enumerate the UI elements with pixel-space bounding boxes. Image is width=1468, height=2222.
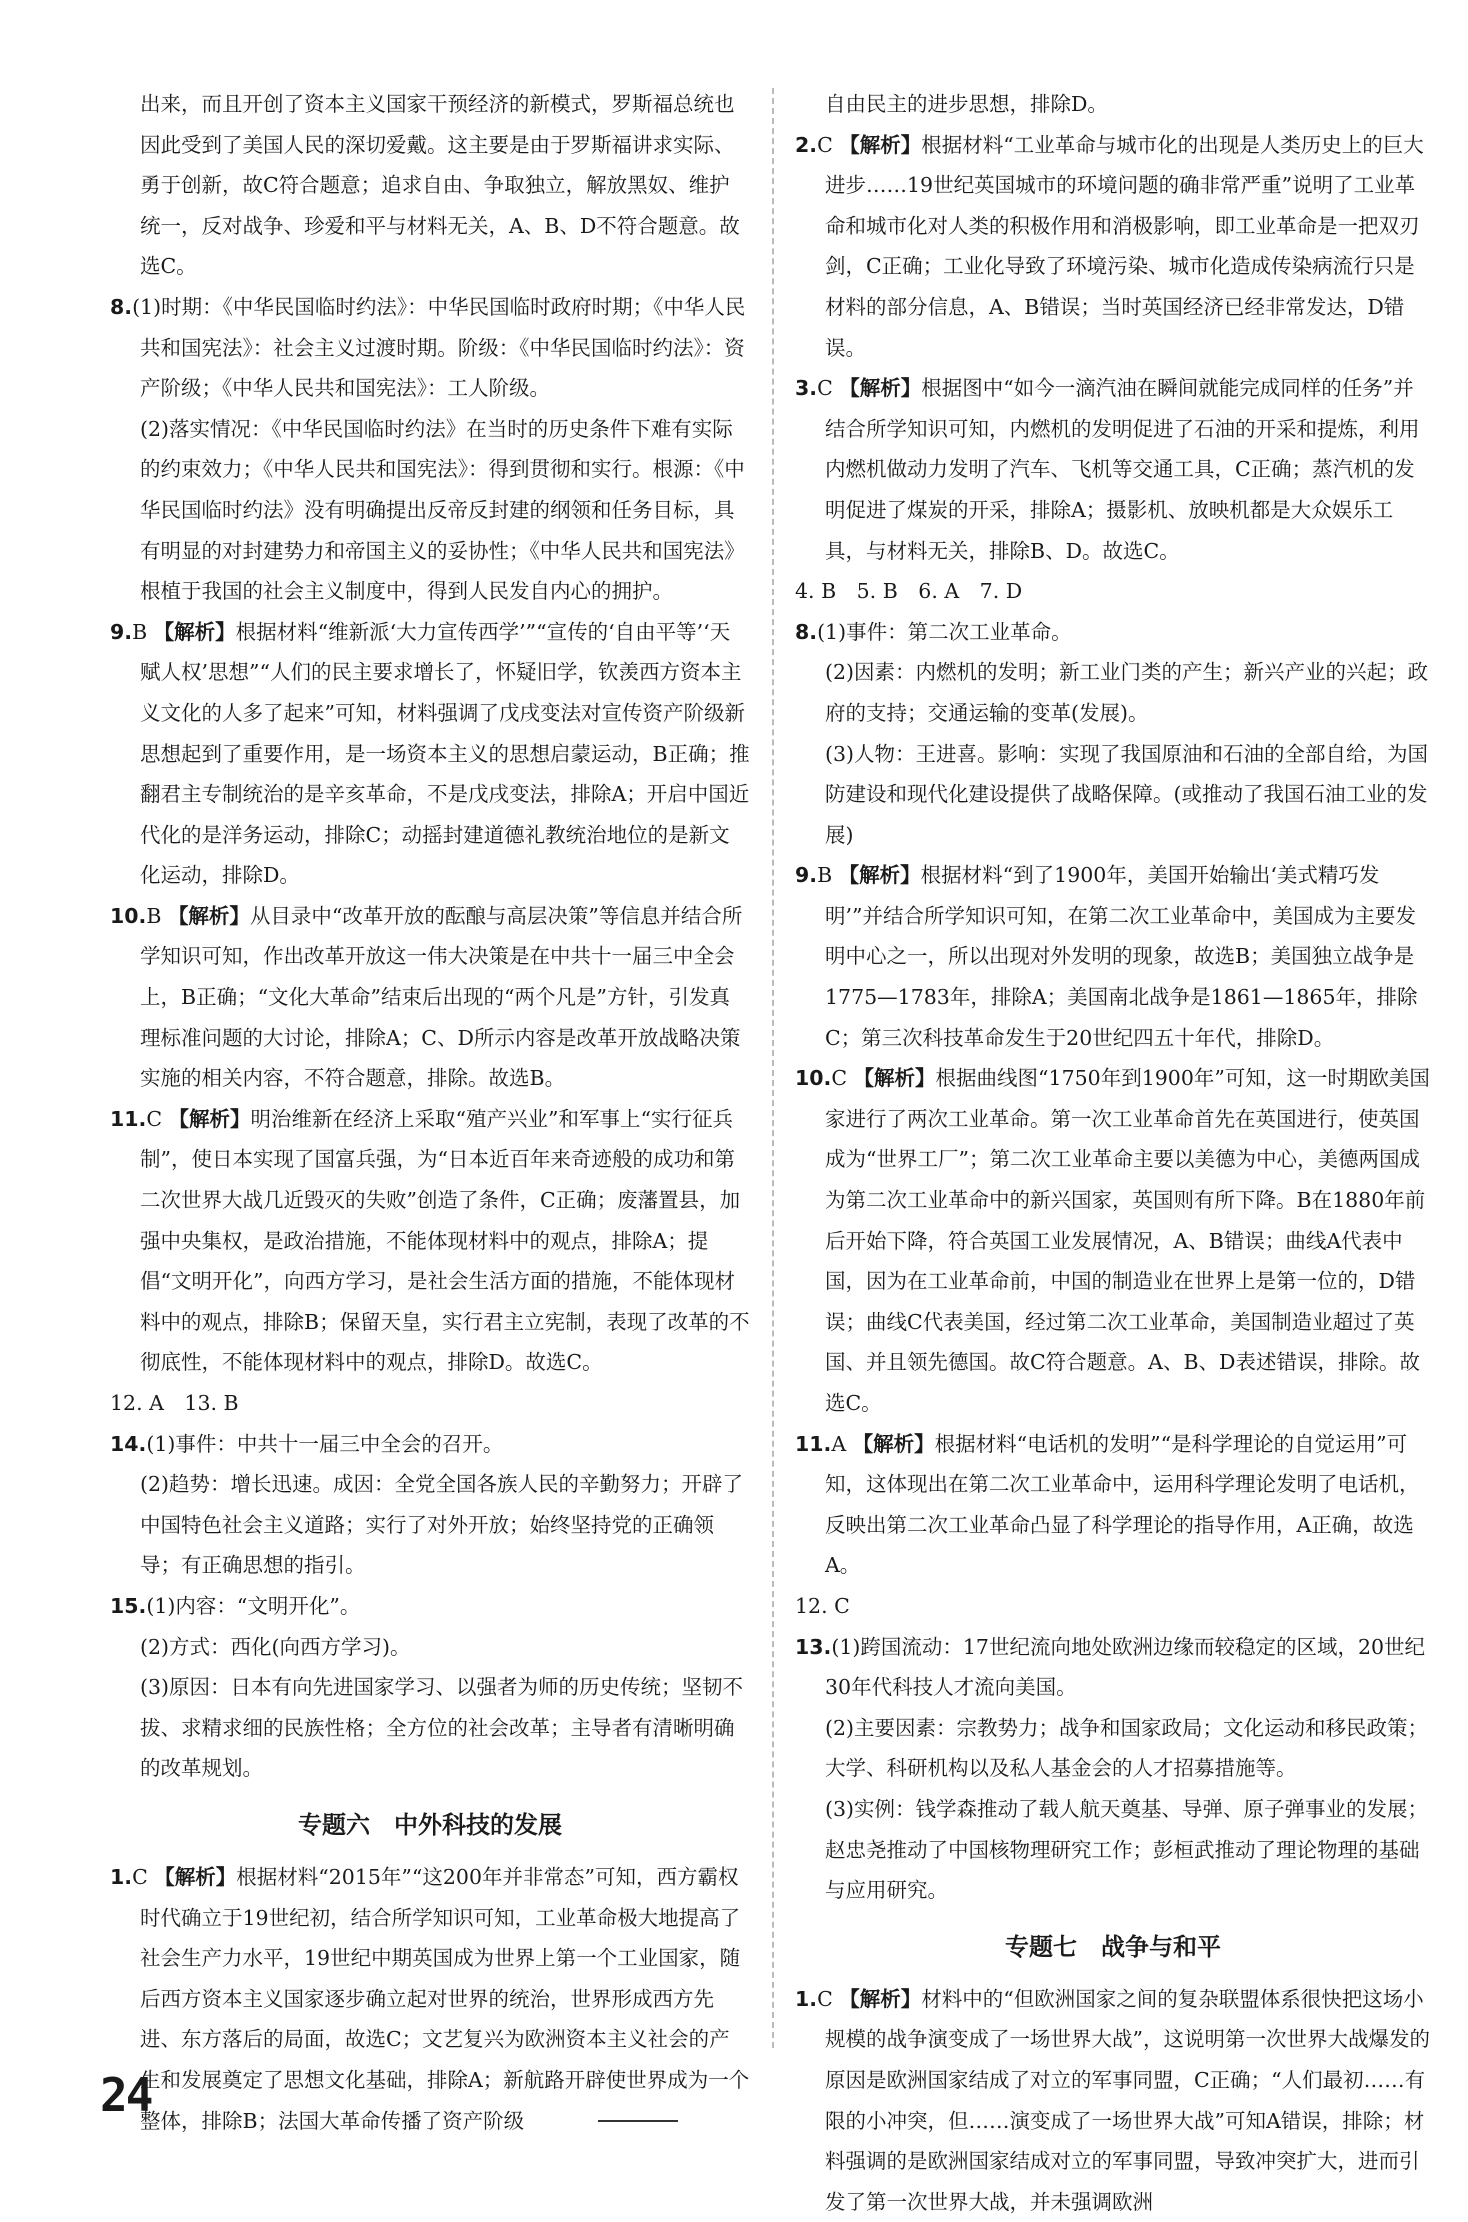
analysis-text: 材料中的“但欧洲国家之间的复杂联盟体系很快把这场小规模的战争演变成了一场世界大战”，这说明第一次世界大战爆发的原因是欧洲国家结成了对立的军事同盟，C正确；“人们最初……有限的小冲突，但……演变成了一场世界大战”可知A错误，排除；材料强调的是欧洲国家结成对立的军事同盟，导致冲突扩大，进而引发了第一次世界大战，并未强调欧洲: [825, 1986, 1430, 2214]
answer-text: (1)事件：中共十一届三中全会的召开。: [146, 1431, 504, 1456]
analysis-tag: 【解析】: [852, 1431, 935, 1456]
analysis-tag: 【解析】: [853, 1066, 936, 1091]
section7-question-1: [795, 1979, 1431, 2222]
question-number: 1.: [110, 1864, 133, 1889]
analysis-tag: 【解析】: [838, 863, 921, 888]
question-8: [795, 612, 1431, 856]
analysis-text: 从目录中“改革开放的酝酿与高层决策”等信息并结合所学知识可知，作出改革开放这一伟大决策是在中共十一届三中全会上，B正确；“文化大革命”结束后出现的“两个凡是”方针，引发真理标准问题的大讨论，排除A；C、D所示内容是改革开放战略决策实施的相关内容，不符合题意，排除。故选B。: [140, 903, 743, 1091]
section6-question-1: [110, 1857, 750, 2141]
answer-text: (1)跨国流动：17世纪流向地处欧洲边缘而较稳定的区域，20世纪30年代科技人才流向美国。: [825, 1634, 1426, 1700]
right-column: [795, 84, 1431, 2222]
question-9: [110, 612, 750, 896]
questions-4-7: 4. B 5. B 6. A 7. D: [795, 579, 1023, 604]
answer-letter: C: [817, 1986, 833, 2011]
answer-letter: C: [817, 132, 833, 157]
analysis-tag: 【解析】: [839, 1986, 922, 2011]
analysis-tag: 【解析】: [839, 132, 922, 157]
question-11: [110, 1099, 750, 1383]
answer-text: (2)趋势：增长迅速。成因：全党全国各族人民的辛勤努力；开辟了中国特色社会主义道路；实行了对外开放；始终坚持党的正确领导；有正确思想的指引。: [140, 1472, 744, 1578]
analysis-text: 根据材料“维新派‘大力宣传西学’”“宣传的‘自由平等’‘天赋人权’思想”“人们的民主要求增长了，怀疑旧学，钦羡西方资本主义文化的人多了起来”可知，材料强调了戊戌变法对宣传资产阶级新思想起到了重要作用，是一场资本主义的思想启蒙运动，B正确；推翻君主专制统治的是辛亥革命，不是戊戌变法，排除A；开启中国近代化的是洋务运动，排除C；动摇封建道德礼教统治地位的是新文化运动，排除D。: [140, 619, 750, 888]
question-number: 14.: [110, 1431, 147, 1456]
paragraph-continuation: 自由民主的进步思想，排除D。: [825, 92, 1108, 116]
question-9: [795, 855, 1431, 1058]
question-number: 11.: [795, 1431, 832, 1456]
analysis-tag: 【解析】: [154, 1864, 237, 1889]
answer-letter: B: [132, 619, 148, 644]
analysis-text: 根据材料“2015年”“这200年并非常态”可知，西方霸权时代确立于19世纪初，结合所学知识可知，工业革命极大地提高了社会生产力水平，19世纪中期英国成为世界上第一个工业国家，随后西方资本主义国家逐步确立起对世界的统治，世界形成西方先进、东方落后的局面，故选C；文艺复兴为欧洲资本主义社会的产生和发展奠定了思想文化基础，排除A；新航路开辟使世界成为一个整体，排除B；法国大革命传播了资产阶级: [140, 1864, 750, 2133]
answer-text: (1)时期：《中华民国临时约法》：中华民国临时政府时期；《中华人民共和国宪法》：社会主义过渡时期。阶级：《中华民国临时约法》：资产阶级；《中华人民共和国宪法》：工人阶级。: [132, 294, 746, 401]
section-title-7: 专题七 战争与和平: [1005, 1932, 1221, 1961]
question-number: 15.: [110, 1593, 147, 1618]
question-12: 12. C: [795, 1593, 850, 1618]
analysis-tag: 【解析】: [839, 376, 922, 401]
question-number: 8.: [110, 294, 133, 319]
answer-letter: C: [817, 376, 833, 401]
question-number: 13.: [795, 1634, 832, 1659]
analysis-tag: 【解析】: [153, 619, 236, 644]
question-3: [795, 368, 1431, 571]
question-2: [795, 125, 1431, 369]
question-14: [110, 1424, 750, 1586]
left-column: [110, 84, 750, 2141]
answer-letter: C: [132, 1864, 148, 1889]
question-15: [110, 1586, 750, 1789]
analysis-tag: 【解析】: [168, 1106, 251, 1131]
question-10: [795, 1058, 1431, 1423]
question-13: [795, 1627, 1431, 1911]
answer-text: (1)事件：第二次工业革命。: [817, 619, 1072, 644]
answer-letter: C: [146, 1106, 163, 1131]
question-number: 9.: [795, 863, 818, 888]
answer-letter: B: [817, 863, 833, 888]
analysis-text: 明治维新在经济上采取“殖产兴业”和军事上“实行征兵制”，使日本实现了国富兵强，为“日本近百年来奇迹般的成功和第二次世界大战几近毁灭的失败”创造了条件，C正确；废藩置县，加强中央集权，是政治措施，不能体现材料中的观点，排除A；提倡“文明开化”，向西方学习，是社会生活方面的措施，不能体现材料中的观点，排除B；保留天皇，实行君主立宪制，表现了改革的不彻底性，不能体现材料中的观点，排除D。故选C。: [140, 1106, 750, 1375]
paragraph-continuation: 出来，而且开创了资本主义国家干预经济的新模式，罗斯福总统也因此受到了美国人民的深切爱戴。这主要是由于罗斯福讲求实际、勇于创新，故C符合题意；追求自由、争取独立，解放黑奴、维护统一，反对战争、珍爱和平与材料无关，A、B、D不符合题意。故选C。: [140, 92, 740, 279]
bottom-mark: [598, 2120, 678, 2132]
answer-text: (3)人物：王进喜。影响：实现了我国原油和石油的全部自给，为国防建设和现代化建设提供了战略保障。(或推动了我国石油工业的发展): [825, 741, 1429, 847]
answer-letter: B: [146, 903, 162, 928]
analysis-tag: 【解析】: [167, 903, 250, 928]
question-11: [795, 1424, 1431, 1586]
answer-letter: C: [831, 1066, 848, 1091]
analysis-text: 根据材料“到了1900年，美国开始输出‘美式精巧发明’”并结合所学知识可知，在第二次工业革命中，美国成为主要发明中心之一，所以出现对外发明的现象，故选B；美国独立战争是1775—1783年，排除A；美国南北战争是1861—1865年，排除C；第三次科技革命发生于20世纪四五十年代，排除D。: [825, 863, 1418, 1050]
answer-text: (2)主要因素：宗教势力；战争和国家政局；文化运动和移民政策；大学、科研机构以及私人基金会的人才招募措施等。: [825, 1715, 1429, 1781]
question-number: 9.: [110, 619, 133, 644]
analysis-text: 根据材料“工业革命与城市化的出现是人类历史上的巨大进步……19世纪英国城市的环境问题的确非常严重”说明了工业革命和城市化对人类的积极作用和消极影响，即工业革命是一把双刃剑，C正确；工业化导致了环境污染、城市化造成传染病流行只是材料的部分信息，A、B错误；当时英国经济已经非常发达，D错误。: [825, 132, 1424, 360]
answer-text: (1)内容：“文明开化”。: [146, 1593, 361, 1618]
question-number: 11.: [110, 1106, 147, 1131]
column-divider: [772, 88, 774, 2048]
answer-text: (3)原因：日本有向先进国家学习、以强者为师的历史传统；坚韧不拔、求精求细的民族性格；全方位的社会改革；主导者有清晰明确的改革规划。: [140, 1675, 744, 1781]
answer-text: (2)方式：西化(向西方学习)。: [140, 1634, 411, 1659]
answer-text: (2)落实情况：《中华民国临时约法》在当时的历史条件下难有实际的约束效力；《中华人民共和国宪法》：得到贯彻和实行。根源：《中华民国临时约法》没有明确提出反帝反封建的纲领和任务目标，具有明显的对封建势力和帝国主义的妥协性；《中华人民共和国宪法》根植于我国的社会主义制度中，得到人民发自内心的拥护。: [140, 416, 745, 604]
question-number: 1.: [795, 1986, 818, 2011]
analysis-text: 根据材料“电话机的发明”“是科学理论的自觉运用”可知，这体现出在第二次工业革命中，运用科学理论发明了电话机，反映出第二次工业革命凸显了科学理论的指导作用，A正确，故选A。: [825, 1431, 1420, 1578]
question-number: 3.: [795, 376, 818, 401]
answer-text: (2)因素：内燃机的发明；新工业门类的产生；新兴产业的兴起；政府的支持；交通运输的变革(发展)。: [825, 660, 1429, 725]
analysis-text: 根据曲线图“1750年到1900年”可知，这一时期欧美国家进行了两次工业革命。第一次工业革命首先在英国进行，使英国成为“世界工厂”；第二次工业革命主要以美德为中心，美德两国成为第二次工业革命中的新兴国家，英国则有所下降。B在1880年前后开始下降，符合英国工业发展情况，A、B错误；曲线A代表中国，因为在工业革命前，中国的制造业在世界上是第一位的，D错误；曲线C代表美国，经过第二次工业革命，美国制造业超过了英国、并且领先德国。故C符合题意。A、B、D表述错误，排除。故选C。: [825, 1066, 1430, 1415]
question-number: 10.: [110, 903, 147, 928]
question-number: 2.: [795, 132, 818, 157]
question-number: 10.: [795, 1066, 832, 1091]
question-number: 8.: [795, 619, 818, 644]
analysis-text: 根据图中“如今一滴汽油在瞬间就能完成同样的任务”并结合所学知识可知，内燃机的发明促进了石油的开采和提炼，利用内燃机做动力发明了汽车、飞机等交通工具，C正确；蒸汽机的发明促进了煤炭的开采，排除A；摄影机、放映机都是大众娱乐工具，与材料无关，排除B、D。故选C。: [825, 376, 1420, 563]
question-10: [110, 896, 750, 1099]
section-title-6: 专题六 中外科技的发展: [298, 1810, 562, 1839]
answer-letter: A: [831, 1431, 847, 1456]
answer-text: (3)实例：钱学森推动了载人航天奠基、导弹、原子弹事业的发展；赵忠尧推动了中国核物理研究工作；彭桓武推动了理论物理的基础与应用研究。: [825, 1796, 1429, 1903]
questions-12-13: 12. A 13. B: [110, 1391, 239, 1415]
question-8: [110, 287, 750, 612]
page-number: 24: [100, 2068, 152, 2122]
